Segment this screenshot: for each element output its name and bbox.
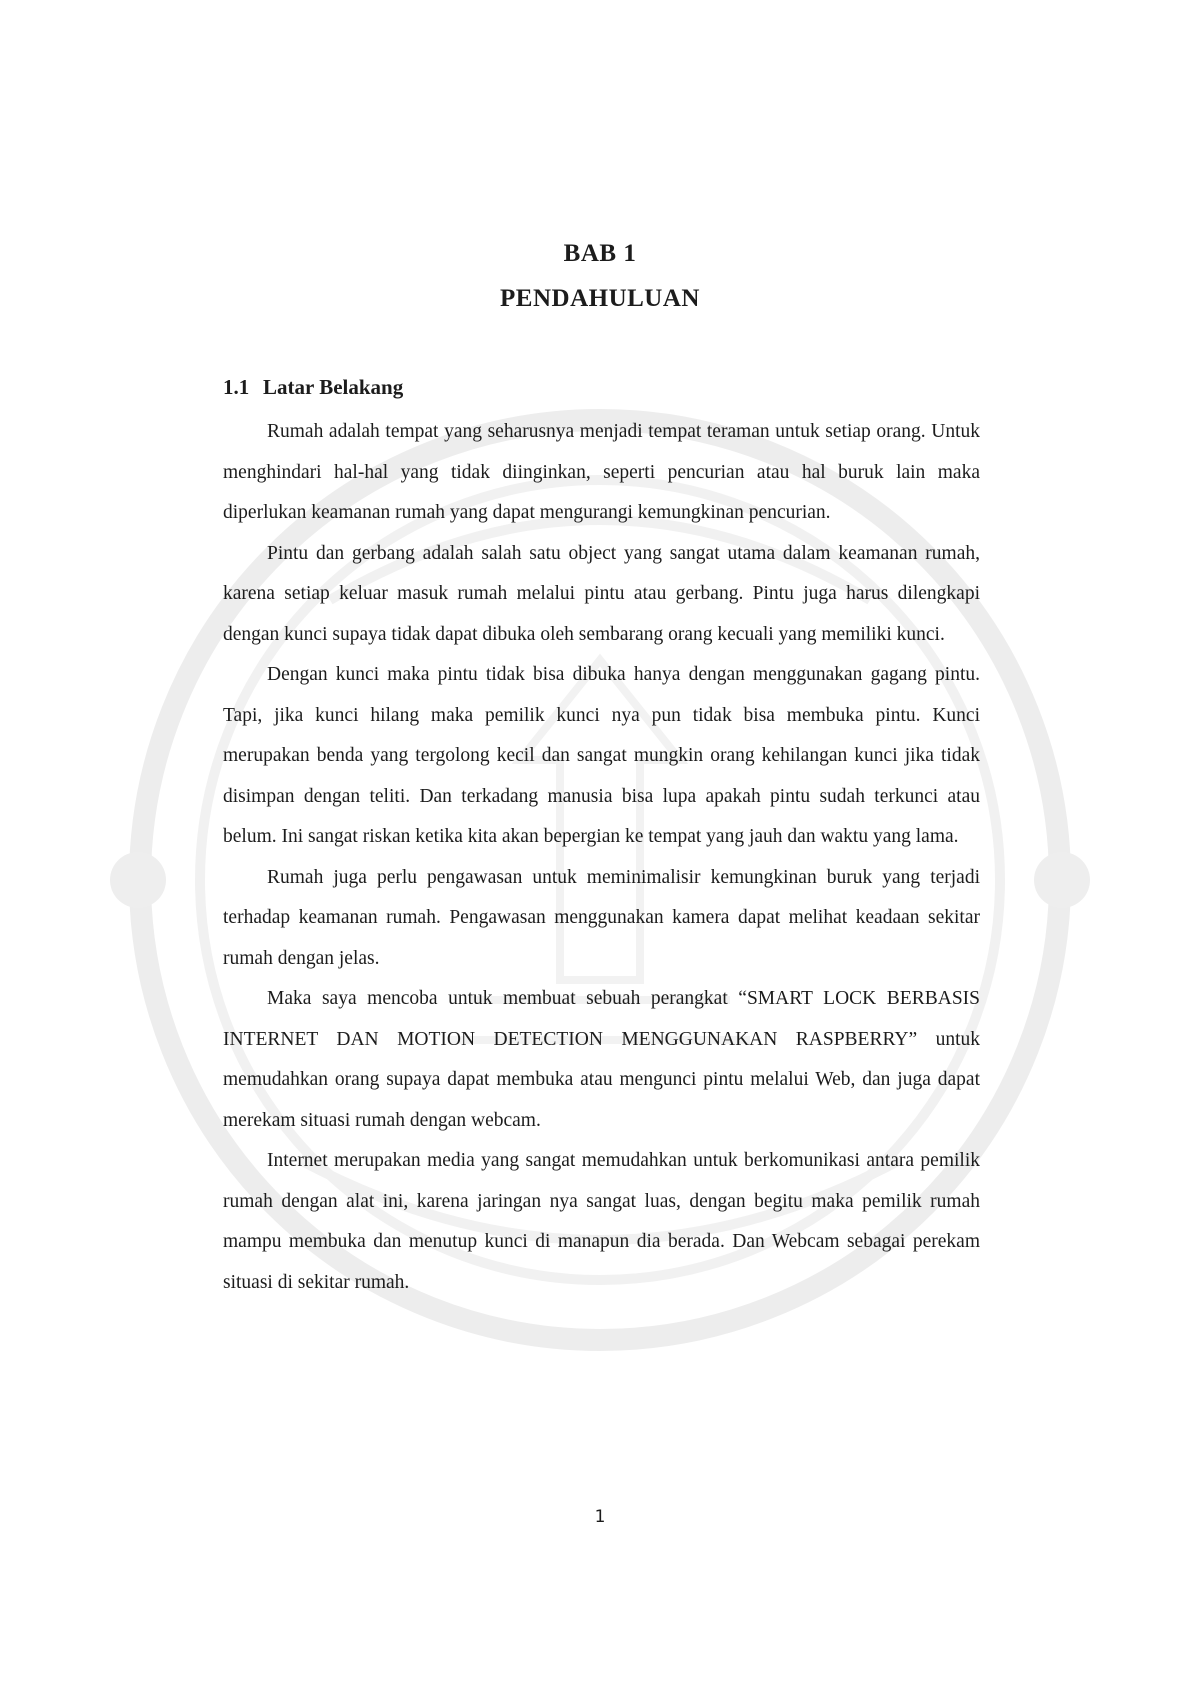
body-text <box>223 412 980 1303</box>
section-number: 1.1 <box>223 375 250 399</box>
section-heading <box>223 375 403 400</box>
page-number: 1 <box>594 1507 606 1527</box>
paragraph: Dengan kunci maka pintu tidak bisa dibuka hanya dengan menggunakan gagang pintu. Tapi, jika kunci hilang maka pemilik kunci nya pun tidak bisa membuka pintu. Kunci merupakan benda yang tergolong kecil dan sangat mungkin orang kehilangan kunci jika tidak disimpan dengan teliti. Dan terkadang manusia bisa lupa apakah pintu sudah terkunci atau belum. Ini sangat riskan ketika kita akan bepergian ke tempat yang jauh dan waktu yang lama. <box>223 664 980 847</box>
chapter-label: BAB 1 <box>563 240 637 267</box>
paragraph: Internet merupakan media yang sangat memudahkan untuk berkomunikasi antara pemilik rumah dengan alat ini, karena jaringan nya sangat luas, dengan begitu maka pemilik rumah mampu membuka dan menutup kunci di manapun dia berada. Dan Webcam sebagai perekam situasi di sekitar rumah. <box>223 1150 980 1293</box>
paragraph: Pintu dan gerbang adalah salah satu object yang sangat utama dalam keamanan rumah, karena setiap keluar masuk rumah melalui pintu atau gerbang. Pintu juga harus dilengkapi dengan kunci supaya tidak dapat dibuka oleh sembarang orang kecuali yang memiliki kunci. <box>223 542 980 645</box>
chapter-title: PENDAHULUAN <box>500 285 700 312</box>
paragraph: Maka saya mencoba untuk membuat sebuah perangkat “SMART LOCK BERBASIS INTERNET DAN MOTION DETECTION MENGGUNAKAN RASPBERRY” untuk memudahkan orang supaya dapat membuka atau mengunci pintu melalui Web, dan juga dapat merekam situasi rumah dengan webcam. <box>223 988 980 1131</box>
paragraph: Rumah juga perlu pengawasan untuk meminimalisir kemungkinan buruk yang terjadi terhadap keamanan rumah. Pengawasan menggunakan kamera dapat melihat keadaan sekitar rumah dengan jelas. <box>223 866 980 969</box>
paragraph: Rumah adalah tempat yang seharusnya menjadi tempat teraman untuk setiap orang. Untuk menghindari hal-hal yang tidak diinginkan, seperti pencurian atau hal buruk lain maka diperlukan keamanan rumah yang dapat mengurangi kemungkinan pencurian. <box>223 421 980 523</box>
section-title: Latar Belakang <box>263 375 404 399</box>
